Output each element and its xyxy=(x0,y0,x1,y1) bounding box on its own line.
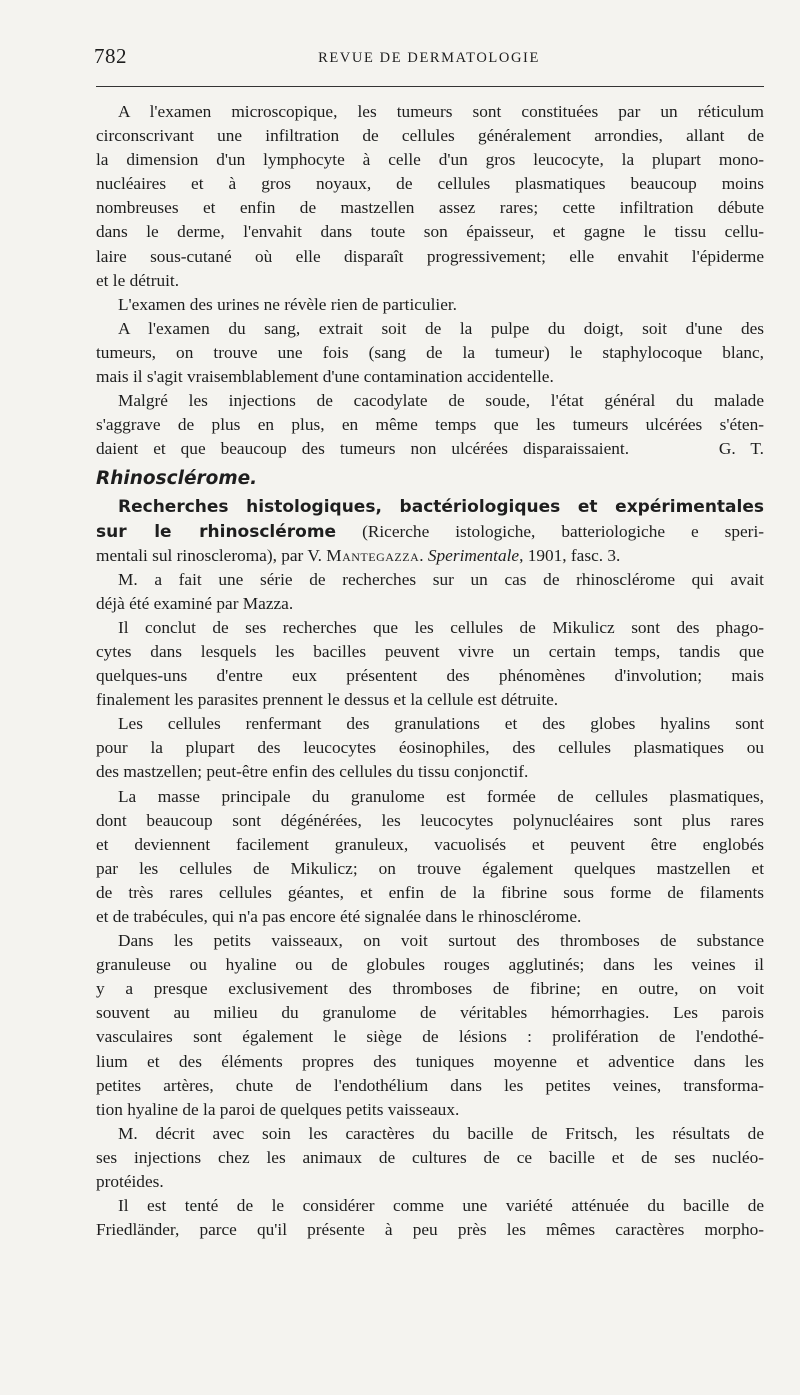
text-line: dont beaucoup sont dégénérées, les leucocytes polynucléaires sont plus rares xyxy=(96,810,764,830)
text-line: de très rares cellules géantes, et enfin de la fibrine sous forme de filaments xyxy=(96,882,764,902)
text-line: cytes dans lesquels les bacilles peuvent vivre un certain temps, tandis que xyxy=(96,641,764,661)
text-line: vasculaires sont également le siège de lésions : prolifération de l'endothé- xyxy=(96,1027,764,1047)
text-line: quelques-uns d'entre eux présentent des phénomènes d'involution; mais xyxy=(96,666,764,686)
reference-author: Mantegazza xyxy=(326,545,420,565)
page-number: 782 xyxy=(94,44,127,68)
text-line: pour la plupart des leucocytes éosinophiles, des cellules plasmatiques ou xyxy=(96,738,764,758)
reference-separator: . xyxy=(419,545,428,565)
text-line: L'examen des urines ne révèle rien de particulier. xyxy=(118,294,457,314)
text-line: protéides. xyxy=(96,1172,164,1192)
article-title-cont xyxy=(96,520,764,544)
body-text xyxy=(96,100,764,1242)
text-line: granuleuse ou hyaline ou de globules rouges agglutinés; dans les veines il xyxy=(96,955,764,975)
text-line: Friedländer, parce qu'il présente à peu près les mêmes caractères morpho- xyxy=(96,1220,764,1240)
reference-journal: Sperimentale xyxy=(427,545,520,565)
text-line: finalement les parasites prennent le dessus et la cellule est détruite. xyxy=(96,690,559,710)
text-line: M. a fait une série de recherches sur un cas de rhinosclérome qui avait xyxy=(118,569,764,589)
text-line: nucléaires et à gros noyaux, de cellules plasmatiques beaucoup moins xyxy=(96,174,764,194)
text-line: Malgré les injections de cacodylate de soude, l'état général du malade xyxy=(118,391,764,411)
text-line: A l'examen microscopique, les tumeurs sont constituées par un réticulum xyxy=(118,102,764,121)
text-line: et le détruit. xyxy=(96,270,180,290)
section-title: Rhinosclérome. xyxy=(96,468,258,490)
text-line: souvent au milieu du granulome de véritables hémorrhagies. Les parois xyxy=(96,1003,764,1023)
text-line: et de trabécules, qui n'a pas encore été signalée dans le rhinosclérome. xyxy=(96,907,582,926)
text-line: La masse principale du granulome est formée de cellules plasmatiques, xyxy=(118,786,764,806)
text-line: daient et que beaucoup des tumeurs non ulcérées disparaissaient. G. T. xyxy=(96,439,764,459)
text-line: lium et des éléments propres des tuniques moyenne et adventice dans les xyxy=(96,1051,764,1071)
running-head: REVUE DE DERMATOLOGIE xyxy=(318,50,540,66)
text-line: circonscrivant une infiltration de cellules généralement arrondies, allant de xyxy=(96,126,764,146)
text-line: dans le derme, l'envahit dans toute son épaisseur, et gagne le tissu cellu- xyxy=(96,222,764,242)
page-header xyxy=(94,44,764,74)
text-line: ses injections chez les animaux de cultures de ce bacille et de ses nucléo- xyxy=(96,1147,764,1167)
text-line: par les cellules de Mikulicz; on trouve également quelques mastzellen et xyxy=(96,858,764,878)
text-line: Il conclut de ses recherches que les cellules de Mikulicz sont des phago- xyxy=(118,617,764,637)
text-line: et deviennent facilement granuleux, vacuolisés et peuvent être englobés xyxy=(96,834,764,854)
text-line: Il est tenté de le considérer comme une variété atténuée du bacille de xyxy=(118,1196,764,1216)
reference-suffix: , 1901, fasc. 3. xyxy=(519,545,621,565)
text-line: déjà été examiné par Mazza. xyxy=(96,593,294,613)
text-line: des mastzellen; peut-être enfin des cellules du tissu conjonctif. xyxy=(96,762,529,782)
text-line: s'aggrave de plus en plus, en même temps que les tumeurs ulcérées s'éten- xyxy=(96,415,764,435)
header-rule xyxy=(96,86,764,87)
text-line: nombreuses et enfin de mastzellen assez rares; cette infiltration débute xyxy=(96,198,764,218)
text-line: la dimension d'un lymphocyte à celle d'un gros leucocyte, la plupart mono- xyxy=(96,150,764,170)
article-title-italian: (Ricerche istologiche, batteriologiche e speri- xyxy=(336,521,764,541)
text-line: M. décrit avec soin les caractères du bacille de Fritsch, les résultats de xyxy=(118,1123,764,1143)
text-line: petites artères, chute de l'endothélium dans les petites veines, transforma- xyxy=(96,1075,764,1095)
article-reference xyxy=(96,544,764,568)
text-line: Les cellules renfermant des granulations et des globes hyalins sont xyxy=(118,714,764,734)
article-title: Recherches histologiques, bactériologiques et expérimentales xyxy=(118,497,764,518)
article-title-bold: sur le rhinosclérome xyxy=(96,521,337,542)
text-line: laire sous-cutané où elle disparaît progressivement; elle envahit l'épiderme xyxy=(96,246,764,266)
text-line: tion hyaline de la paroi de quelques petits vaisseaux. xyxy=(96,1099,460,1119)
reference-prefix: mentali sul rinoscleroma), par V. xyxy=(96,545,327,565)
text-line: y a presque exclusivement des thromboses de fibrine; en outre, on voit xyxy=(96,979,764,999)
text-line: Dans les petits vaisseaux, on voit surtout des thromboses de substance xyxy=(118,931,764,951)
text-line: mais il s'agit vraisemblablement d'une contamination accidentelle. xyxy=(96,367,554,387)
text-line: A l'examen du sang, extrait soit de la pulpe du doigt, soit d'une des xyxy=(118,318,764,338)
text-line: tumeurs, on trouve une fois (sang de la tumeur) le staphylocoque blanc, xyxy=(96,342,764,362)
